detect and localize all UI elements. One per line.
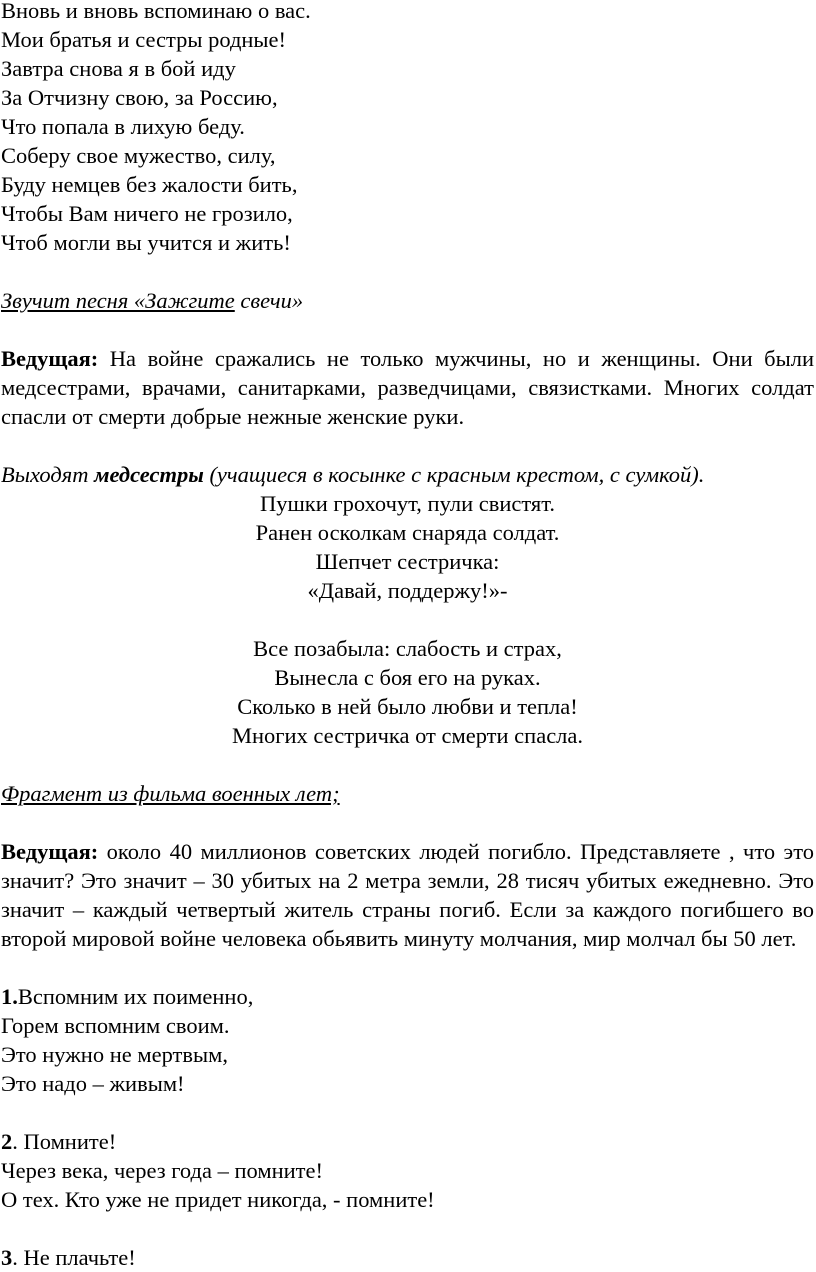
spacer bbox=[1, 1214, 814, 1243]
spacer bbox=[1, 750, 814, 779]
verse-number: 2 bbox=[1, 1129, 13, 1154]
host-label: Ведущая: bbox=[1, 346, 99, 371]
stage-direction-nurses bbox=[1, 460, 814, 489]
poem-1-line: Вновь и вновь вспоминаю о вас. bbox=[1, 0, 311, 23]
host-label: Ведущая: bbox=[1, 839, 99, 864]
host-paragraph-2 bbox=[1, 837, 814, 953]
poem-1-line: Чтобы Вам ничего не грозило, bbox=[1, 201, 293, 226]
poem-2-line: Ранен осколкам снаряда солдат. bbox=[255, 520, 560, 545]
poem-2-line: Все позабыла: слабость и страх, bbox=[253, 636, 562, 661]
host-text: На войне сражались не только мужчины, но и женщины. Они были медсестрами, врачами, санитарками, разведчицами, связистками. Многих солдат спасли от смерти добрые нежные женские руки. bbox=[1, 346, 814, 429]
host-paragraph-1 bbox=[1, 344, 814, 431]
verse-number: 1. bbox=[1, 984, 18, 1009]
verse-1-line: Это надо – живым! bbox=[1, 1071, 185, 1096]
verse-2-line: О тех. Кто уже не придет никогда, - помните! bbox=[1, 1187, 435, 1212]
spacer bbox=[1, 315, 814, 344]
spacer bbox=[1, 953, 814, 982]
verse-1-line: Горем вспомним своим. bbox=[1, 1013, 230, 1038]
verse-1 bbox=[1, 982, 814, 1098]
verse-1-line: Это нужно не мертвым, bbox=[1, 1042, 228, 1067]
verse-text: Вспомним их поименно, bbox=[17, 984, 254, 1009]
poem-1-line: Буду немцев без жалости бить, bbox=[1, 172, 298, 197]
stage-direction-suffix: (учащиеся в косынке с красным крестом, с сумкой). bbox=[203, 462, 705, 487]
verse-text: . Не плачьте! bbox=[12, 1245, 136, 1270]
poem-1-line: Мои братья и сестры родные! bbox=[1, 27, 287, 52]
verse-2 bbox=[1, 1127, 814, 1214]
spacer bbox=[1, 605, 814, 634]
spacer bbox=[1, 431, 814, 460]
poem-2-stanza-2 bbox=[1, 634, 814, 750]
poem-2-line: «Давай, поддержу!»- bbox=[307, 578, 508, 603]
poem-2-stanza-1 bbox=[1, 489, 814, 605]
spacer bbox=[1, 808, 814, 837]
poem-2-line: Многих сестричка от смерти спасла. bbox=[231, 723, 584, 748]
poem-1-line: Соберу свое мужество, силу, bbox=[1, 143, 276, 168]
verse-3 bbox=[1, 1243, 814, 1272]
spacer bbox=[1, 1098, 814, 1127]
stage-direction-song bbox=[1, 286, 814, 315]
poem-2-line: Сколько в ней было любви и тепла! bbox=[237, 694, 578, 719]
stage-direction-nurses-bold: медсестры bbox=[94, 462, 204, 487]
stage-direction-song-title: Звучит песня «Зажгите bbox=[1, 288, 235, 313]
verse-text: . Помните! bbox=[12, 1129, 117, 1154]
poem-1-line: За Отчизну свою, за Россию, bbox=[1, 85, 278, 110]
poem-1-line: Завтра снова я в бой иду bbox=[1, 56, 236, 81]
poem-1-line: Чтоб могли вы учится и жить! bbox=[1, 230, 291, 255]
stage-direction-prefix: Выходят bbox=[1, 462, 95, 487]
spacer bbox=[1, 257, 814, 286]
poem-2-line: Пушки грохочут, пули свистят. bbox=[259, 491, 556, 516]
poem-2-line: Вынесла с боя его на руках. bbox=[274, 665, 541, 690]
host-text: около 40 миллионов советских людей погибло. Представляете , что это значит? Это значит – 30 убитых на 2 метра земли, 28 тисяч убитых ежедневно. Это значит – каждый четвертый житель страны погиб. Если за каждого погибшего во второй мировой войне человека обьявить минуту молчания, мир молчал бы 50 лет. bbox=[1, 839, 814, 951]
verse-1-first-line bbox=[1, 982, 814, 1011]
stage-direction-song-rest: свечи» bbox=[234, 288, 304, 313]
poem-1 bbox=[1, 0, 814, 257]
stage-direction-film: Фрагмент из фильма военных лет; bbox=[1, 781, 340, 806]
poem-1-line: Что попала в лихую беду. bbox=[1, 114, 245, 139]
verse-3-first-line bbox=[1, 1243, 814, 1272]
verse-2-line: Через века, через года – помните! bbox=[1, 1158, 323, 1183]
poem-2-line: Шепчет сестричка: bbox=[315, 549, 500, 574]
verse-number: 3 bbox=[1, 1245, 13, 1270]
verse-2-first-line bbox=[1, 1127, 814, 1156]
